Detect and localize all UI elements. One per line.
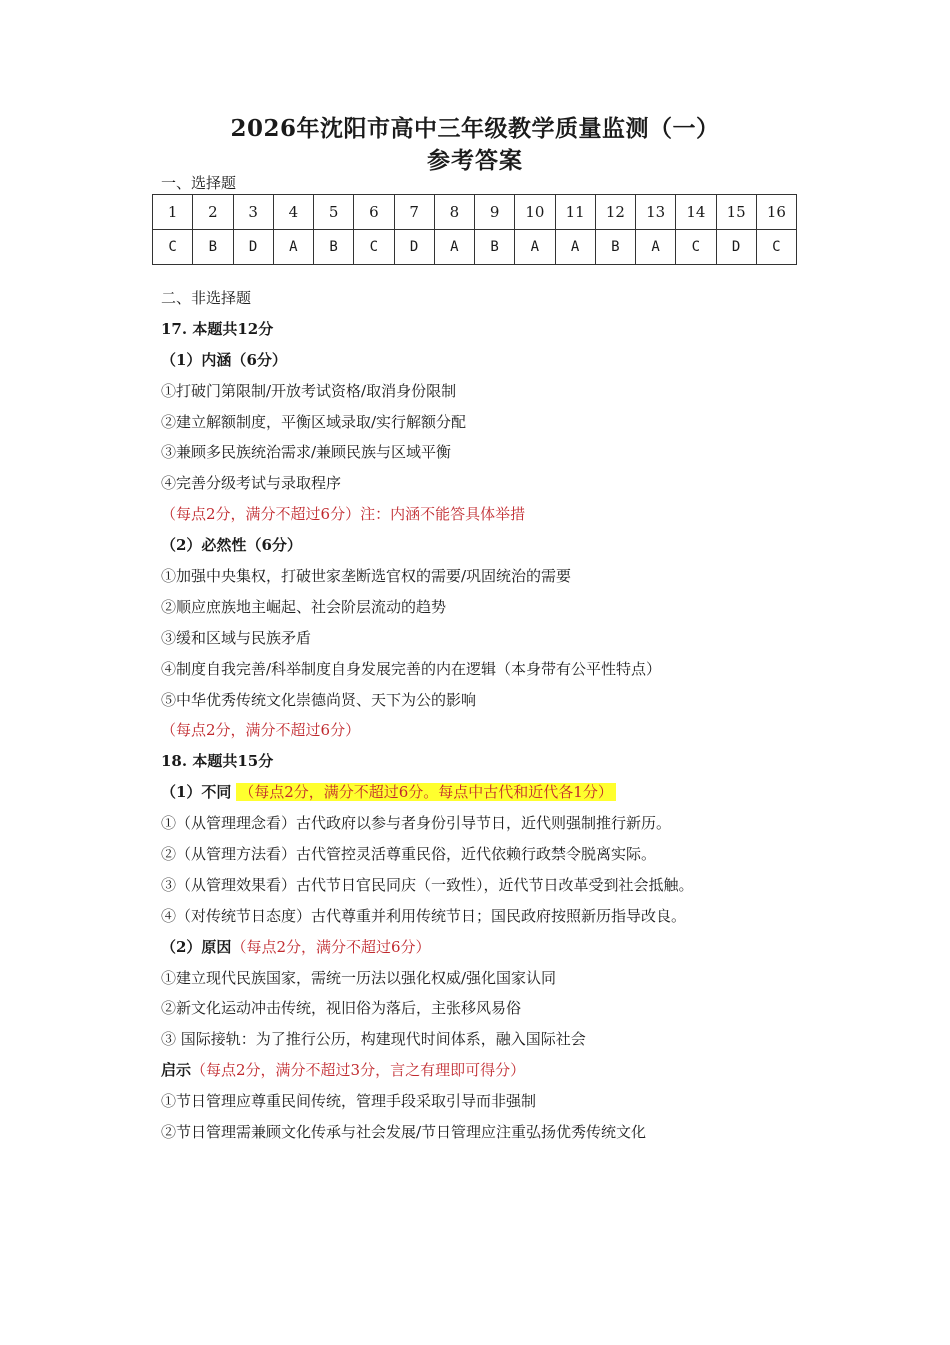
q18-part1-item: ③（从管理效果看）古代节日官民同庆（一致性），近代节日改革受到社会抵触。 xyxy=(161,875,694,894)
answer-cell: A xyxy=(515,230,555,265)
q18-part2-title: （2）原因 xyxy=(161,937,232,956)
answer-cell: A xyxy=(636,230,676,265)
answer-cell: A xyxy=(273,230,313,265)
page-subtitle: 参考答案 xyxy=(427,147,523,174)
q17-part2-scoring-note: （每点2分，满分不超过6分） xyxy=(161,721,361,740)
answer-cell: D xyxy=(233,230,273,265)
q17-part2-item: ④制度自我完善/科举制度自身发展完善的内在逻辑（本身带有公平性特点） xyxy=(161,659,662,678)
answer-cell: B xyxy=(475,230,515,265)
q17-part2-item: ②顺应庶族地主崛起、社会阶层流动的趋势 xyxy=(161,597,447,616)
answer-cell: C xyxy=(756,230,796,265)
question-number-row xyxy=(153,195,797,230)
q18-part3-title-line xyxy=(161,1055,861,1086)
answer-cell: A xyxy=(434,230,474,265)
q18-part1-item: ④（对传统节日态度）古代尊重并利用传统节日；国民政府按照新历指导改良。 xyxy=(161,906,687,925)
question-number: 2 xyxy=(193,195,233,230)
question-number: 10 xyxy=(515,195,555,230)
q18-part1-item: ①（从管理理念看）古代政府以参与者身份引导节日，近代则强制推行新历。 xyxy=(161,814,672,833)
question-number: 4 xyxy=(273,195,313,230)
q17-part2-item: ③缓和区域与民族矛盾 xyxy=(161,628,312,647)
question-number: 3 xyxy=(233,195,273,230)
question-number: 15 xyxy=(716,195,756,230)
q17-part1-item: ①打破门第限制/开放考试资格/取消身份限制 xyxy=(161,381,457,400)
q18-part1-title-line xyxy=(161,777,861,808)
q18-part3-scoring-note: （每点2分，满分不超过3分，言之有理即可得分） xyxy=(191,1061,526,1080)
multiple-choice-answer-table xyxy=(152,194,797,265)
q18-part3-item: ②节日管理需兼顾文化传承与社会发展/节日管理应注重弘扬优秀传统文化 xyxy=(161,1123,647,1142)
question-number: 6 xyxy=(354,195,394,230)
q17-part1-item: ④完善分级考试与录取程序 xyxy=(161,474,342,493)
q18-part2-title-line xyxy=(161,932,861,963)
question-number: 1 xyxy=(153,195,193,230)
q17-part2-title: （2）必然性（6分） xyxy=(161,536,302,555)
answer-cell: C xyxy=(354,230,394,265)
q18-part2-item: ①建立现代民族国家，需统一历法以强化权威/强化国家认同 xyxy=(161,968,557,987)
q17-part1-scoring-note: （每点2分，满分不超过6分）注：内涵不能答具体举措 xyxy=(161,505,526,524)
q18-header: 18. 本题共15分 xyxy=(161,752,274,771)
answer-cell: B xyxy=(595,230,635,265)
section-open-questions-heading: 二、非选择题 xyxy=(161,289,252,307)
answer-cell: C xyxy=(676,230,716,265)
answer-cell: D xyxy=(394,230,434,265)
question-number: 11 xyxy=(555,195,595,230)
answer-cell: D xyxy=(716,230,756,265)
page-title: 2026年沈阳市高中三年级教学质量监测（一） xyxy=(230,115,720,142)
q18-part2-item: ③ 国际接轨：为了推行公历，构建现代时间体系，融入国际社会 xyxy=(161,1030,586,1049)
answer-cell: B xyxy=(193,230,233,265)
q17-part1-title: （1）内涵（6分） xyxy=(161,350,287,369)
q17-part1-item: ②建立解额制度，平衡区域录取/实行解额分配 xyxy=(161,412,467,431)
q17-part2-item: ①加强中央集权，打破世家垄断选官权的需要/巩固统治的需要 xyxy=(161,567,572,586)
q18-part3-title: 启示 xyxy=(161,1061,192,1080)
q18-part2-scoring-note: （每点2分，满分不超过6分） xyxy=(231,937,431,956)
answer-cell: B xyxy=(314,230,354,265)
answer-cell: A xyxy=(555,230,595,265)
q17-part1-item: ③兼顾多民族统治需求/兼顾民族与区域平衡 xyxy=(161,443,452,462)
q18-part1-scoring-note-highlight: （每点2分，满分不超过6分。每点中古代和近代各1分） xyxy=(236,783,616,801)
q18-part2-item: ②新文化运动冲击传统，视旧俗为落后，主张移风易俗 xyxy=(161,999,522,1018)
q18-part1-title: （1）不同 xyxy=(161,783,232,802)
question-number: 7 xyxy=(394,195,434,230)
answer-row xyxy=(153,230,797,265)
q17-header: 17. 本题共12分 xyxy=(161,319,274,338)
question-number: 14 xyxy=(676,195,716,230)
open-questions-section xyxy=(161,283,861,1148)
question-number: 13 xyxy=(636,195,676,230)
question-number: 9 xyxy=(475,195,515,230)
q18-part1-item: ②（从管理方法看）古代管控灵活尊重民俗，近代依赖行政禁令脱离实际。 xyxy=(161,845,657,864)
section-multiple-choice-heading: 一、选择题 xyxy=(161,174,237,192)
q17-part2-item: ⑤中华优秀传统文化崇德尚贤、天下为公的影响 xyxy=(161,690,477,709)
question-number: 12 xyxy=(595,195,635,230)
question-number: 16 xyxy=(756,195,796,230)
question-number: 8 xyxy=(434,195,474,230)
answer-cell: C xyxy=(153,230,193,265)
question-number: 5 xyxy=(314,195,354,230)
q18-part3-item: ①节日管理应尊重民间传统，管理手段采取引导而非强制 xyxy=(161,1092,537,1111)
